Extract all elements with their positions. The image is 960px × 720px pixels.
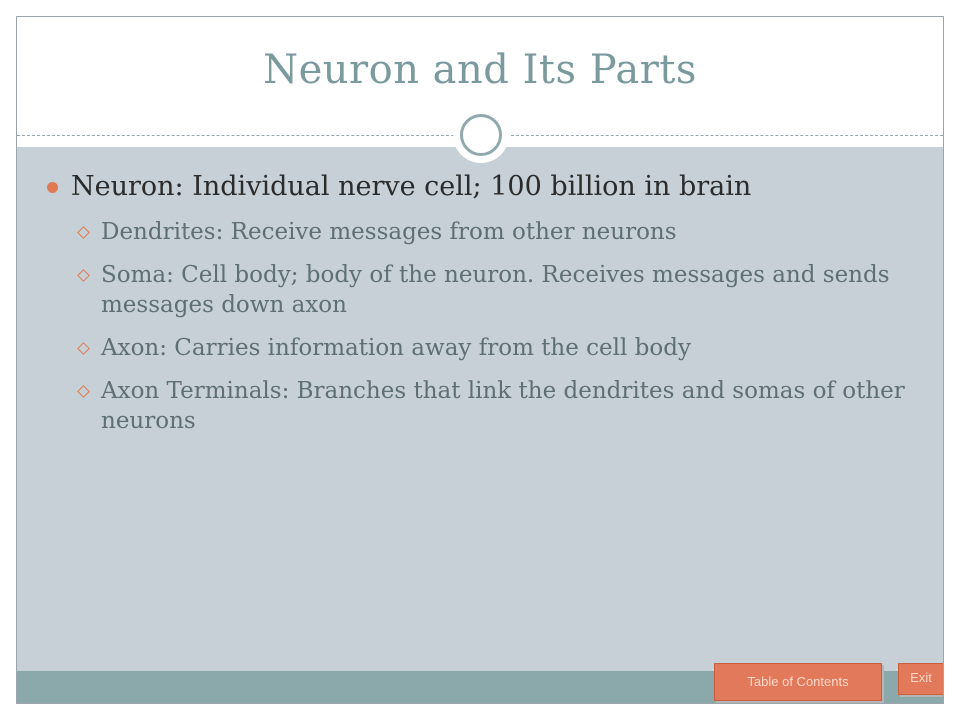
diamond-bullet-icon [77, 226, 90, 239]
diamond-bullet-icon [77, 269, 90, 282]
sub-bullet-axon [45, 333, 915, 363]
sub-bullet-soma [45, 260, 915, 320]
circle-ornament-icon [453, 107, 509, 163]
sub-bullet-axon-terminals [45, 376, 915, 436]
table-of-contents-button[interactable]: Table of Contents [714, 663, 882, 701]
sub-bullet-dendrites [45, 217, 915, 247]
main-bullet-text: Neuron: Individual nerve cell; 100 billion in brain [71, 171, 752, 202]
sub-bullet-text: Axon: Carries information away from the cell body [101, 335, 691, 361]
slide-title: Neuron and Its Parts [263, 47, 697, 93]
sub-bullet-text: Axon Terminals: Branches that link the dendrites and somas of other neurons [101, 378, 905, 434]
slide [16, 16, 944, 704]
bullet-dot-icon [47, 182, 58, 193]
exit-button[interactable]: Exit [898, 663, 944, 695]
bullet-list [45, 169, 915, 449]
diamond-bullet-icon [77, 385, 90, 398]
sub-bullet-text: Dendrites: Receive messages from other neurons [101, 219, 677, 245]
main-bullet [45, 169, 915, 205]
diamond-bullet-icon [77, 342, 90, 355]
sub-bullet-text: Soma: Cell body; body of the neuron. Receives messages and sends messages down axon [101, 262, 890, 318]
